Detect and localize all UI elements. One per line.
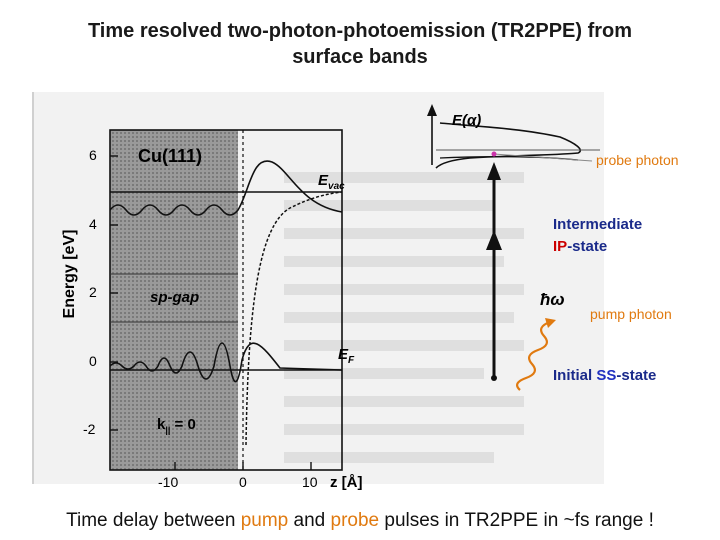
transition-arrowhead-mid: [486, 230, 502, 250]
ef-subscript: F: [348, 355, 355, 366]
footer-pump: pump: [240, 510, 289, 531]
k-symbol: k: [157, 416, 166, 433]
y-axis-label: Energy [eV]: [61, 229, 78, 319]
ytick-4: 4: [89, 216, 97, 232]
footer-text-3: pulses in TR2PPE in ~fs range !: [379, 510, 654, 531]
ip-prefix: IP: [553, 238, 568, 255]
intermediate-label: Intermediate: [553, 216, 643, 233]
material-label: Cu(111): [138, 146, 203, 166]
k-subscript: ||: [165, 425, 171, 435]
pump-photon-wave: [517, 322, 550, 390]
k-parallel-label: [157, 416, 196, 435]
ip-suffix: -state: [567, 238, 608, 255]
probe-photon-label: probe photon: [596, 152, 679, 168]
ip-spectrum-curve: [436, 123, 580, 168]
ytick-2: 2: [89, 284, 97, 300]
initial-ss-state-label: [553, 367, 656, 384]
ip-state-label: [553, 238, 607, 255]
transition-arrowhead-top: [487, 162, 501, 180]
xtick-neg10: -10: [158, 474, 179, 490]
ytick-neg2: -2: [83, 421, 96, 437]
initial-state-dot: [491, 375, 497, 381]
evac-symbol: E: [318, 172, 329, 189]
footer-text-1: Time delay between: [66, 510, 241, 531]
evac-subscript: vac: [328, 181, 345, 192]
sp-gap-label: sp-gap: [150, 289, 200, 306]
ytick-6: 6: [89, 147, 97, 163]
pump-photon-label: pump photon: [590, 306, 672, 322]
e-alpha-axis-arrowhead: [427, 104, 437, 116]
footer-text-2: and: [288, 510, 331, 531]
ss-suffix: -state: [616, 367, 657, 384]
title-line-2: surface bands: [292, 46, 428, 68]
initial-prefix: Initial: [553, 367, 597, 384]
xtick-10: 10: [302, 474, 318, 490]
pump-photon-arrowhead: [545, 318, 556, 328]
title-line-1: Time resolved two-photon-photoemission (TR2PPE) from: [87, 20, 633, 42]
hbar-omega-label: ħω: [540, 290, 565, 309]
x-axis-label: z [Å]: [330, 474, 363, 491]
ss-prefix: SS: [596, 367, 617, 384]
image-potential-curve: [246, 192, 342, 445]
probe-marker: [492, 152, 497, 157]
e-alpha-label: E(α): [452, 112, 482, 129]
footer-probe: probe: [330, 510, 380, 531]
xtick-0: 0: [239, 474, 247, 490]
ef-label: [338, 346, 354, 366]
evac-label: [318, 172, 345, 192]
ytick-0: 0: [89, 353, 97, 369]
footer-caption: [0, 510, 720, 532]
ef-symbol: E: [338, 346, 349, 363]
k-equals: = 0: [170, 416, 196, 433]
